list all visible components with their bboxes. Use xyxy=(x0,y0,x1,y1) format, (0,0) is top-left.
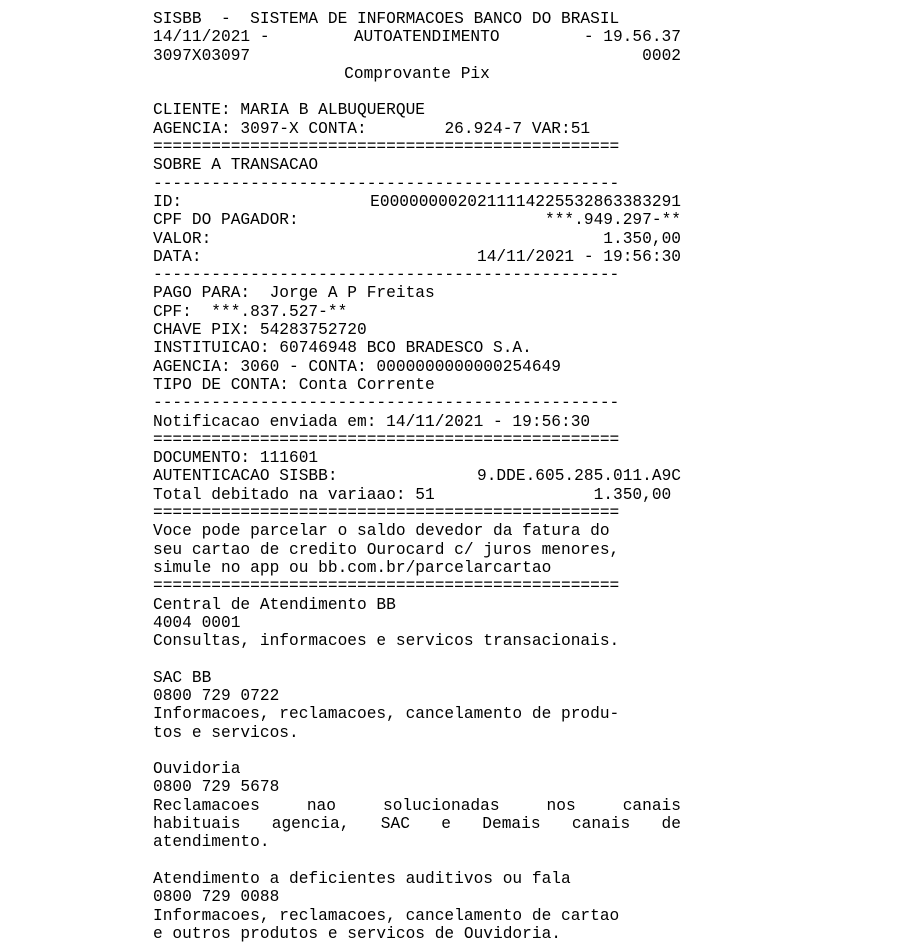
word: e xyxy=(441,815,451,834)
total-debited-value: 1.350,00 xyxy=(593,485,681,504)
header-terminal: 3097X03097 xyxy=(153,46,251,65)
header-line-3 xyxy=(153,47,681,65)
single-rule: ------------------------------------------------ xyxy=(153,174,620,193)
payer-cpf-label: CPF DO PAGADOR: xyxy=(153,211,299,230)
data-value: 14/11/2021 - 19:56:30 xyxy=(477,247,681,266)
ouvidoria-desc-2 xyxy=(153,815,681,833)
word: nao xyxy=(306,796,336,815)
word: SAC xyxy=(380,815,410,834)
word: canais xyxy=(622,796,681,815)
transaction-id-label: ID: xyxy=(153,192,183,211)
client-account xyxy=(153,120,681,138)
total-debited-row xyxy=(153,486,681,504)
central-desc: Consultas, informacoes e servicos transacionais. xyxy=(153,632,620,651)
header-line-1: SISBB - SISTEMA DE INFORMACOES BANCO DO BRASIL xyxy=(153,10,620,28)
payee-account: AGENCIA: 3060 - CONTA: 0000000000000254649 xyxy=(153,357,561,376)
promo-line-1: Voce pode parcelar o saldo devedor da fatura do xyxy=(153,522,610,541)
spacer xyxy=(153,83,681,101)
double-rule: ================================================ xyxy=(153,430,620,449)
word: Reclamacoes xyxy=(153,796,260,815)
deficientes-phone: 0800 729 0088 xyxy=(153,888,280,907)
data-label: DATA: xyxy=(153,247,202,266)
client-name: CLIENTE: MARIA B ALBUQUERQUE xyxy=(153,101,425,120)
sac-phone: 0800 729 0722 xyxy=(153,686,280,705)
deficientes-desc-2: e outros produtos e servicos de Ouvidoria. xyxy=(153,924,561,943)
authentication-row xyxy=(153,467,681,485)
document-number: DOCUMENTO: 111601 xyxy=(153,449,319,468)
transaction-id-row xyxy=(153,193,681,211)
pix-receipt xyxy=(153,10,681,943)
data-row xyxy=(153,248,681,266)
ouvidoria-title: Ouvidoria xyxy=(153,760,241,779)
word: de xyxy=(661,815,681,834)
transaction-id-value: E0000000020211114225532863383291 xyxy=(370,192,681,211)
valor-label: VALOR: xyxy=(153,229,212,248)
payee-account-type: TIPO DE CONTA: Conta Corrente xyxy=(153,375,435,394)
payee-institution: INSTITUICAO: 60746948 BCO BRADESCO S.A. xyxy=(153,339,532,358)
header-time: - 19.56.37 xyxy=(583,28,681,47)
ouvidoria-desc-3: atendimento. xyxy=(153,833,270,852)
payee-name: PAGO PARA: Jorge A P Freitas xyxy=(153,284,435,303)
ouvidoria-phone: 0800 729 5678 xyxy=(153,778,280,797)
double-rule: ================================================ xyxy=(153,577,620,596)
double-rule: ================================================ xyxy=(153,138,620,157)
client-conta: 26.924-7 VAR:51 xyxy=(444,119,591,138)
ouvidoria-desc-1 xyxy=(153,797,681,815)
notification-line: Notificacao enviada em: 14/11/2021 - 19:56:30 xyxy=(153,412,591,431)
sac-desc-1: Informacoes, reclamacoes, cancelamento de produ- xyxy=(153,705,620,724)
single-rule: ------------------------------------------------ xyxy=(153,266,620,285)
promo-line-2: seu cartao de credito Ourocard c/ juros menores, xyxy=(153,540,620,559)
valor-value: 1.350,00 xyxy=(603,229,681,248)
spacer xyxy=(153,650,681,668)
deficientes-title: Atendimento a deficientes auditivos ou fala xyxy=(153,869,571,888)
word: solucionadas xyxy=(382,796,500,815)
deficientes-desc-1: Informacoes, reclamacoes, cancelamento de cartao xyxy=(153,906,620,925)
total-debited-label: Total debitado na variaao: 51 xyxy=(153,485,435,504)
promo-line-3: simule no app ou bb.com.br/parcelarcartao xyxy=(153,558,552,577)
spacer xyxy=(153,852,681,870)
payee-pix-key: CHAVE PIX: 54283752720 xyxy=(153,321,367,340)
payer-cpf-value: ***.949.297-** xyxy=(545,211,681,230)
word: nos xyxy=(546,796,576,815)
header-date: 14/11/2021 - xyxy=(153,28,270,47)
header-service: AUTOATENDIMENTO xyxy=(353,28,500,47)
sac-desc-2: tos e servicos. xyxy=(153,723,299,742)
receipt-title: Comprovante Pix xyxy=(344,64,490,83)
word: canais xyxy=(571,815,631,834)
header-line-2 xyxy=(153,28,681,46)
client-agencia: AGENCIA: 3097-X CONTA: xyxy=(153,119,367,138)
word: agencia, xyxy=(271,815,350,834)
double-rule: ================================================ xyxy=(153,504,620,523)
payer-cpf-row xyxy=(153,211,681,229)
single-rule: ------------------------------------------------ xyxy=(153,394,620,413)
section-title-transacao: SOBRE A TRANSACAO xyxy=(153,156,319,175)
sac-title: SAC BB xyxy=(153,668,212,687)
spacer xyxy=(153,742,681,760)
central-phone: 4004 0001 xyxy=(153,613,241,632)
word: habituais xyxy=(153,815,241,834)
central-title: Central de Atendimento BB xyxy=(153,595,396,614)
valor-row xyxy=(153,230,681,248)
authentication-label: AUTENTICACAO SISBB: xyxy=(153,467,338,486)
authentication-value: 9.DDE.605.285.011.A9C xyxy=(477,467,681,486)
word: Demais xyxy=(482,815,541,834)
header-seq: 0002 xyxy=(642,46,681,65)
payee-cpf: CPF: ***.837.527-** xyxy=(153,302,348,321)
